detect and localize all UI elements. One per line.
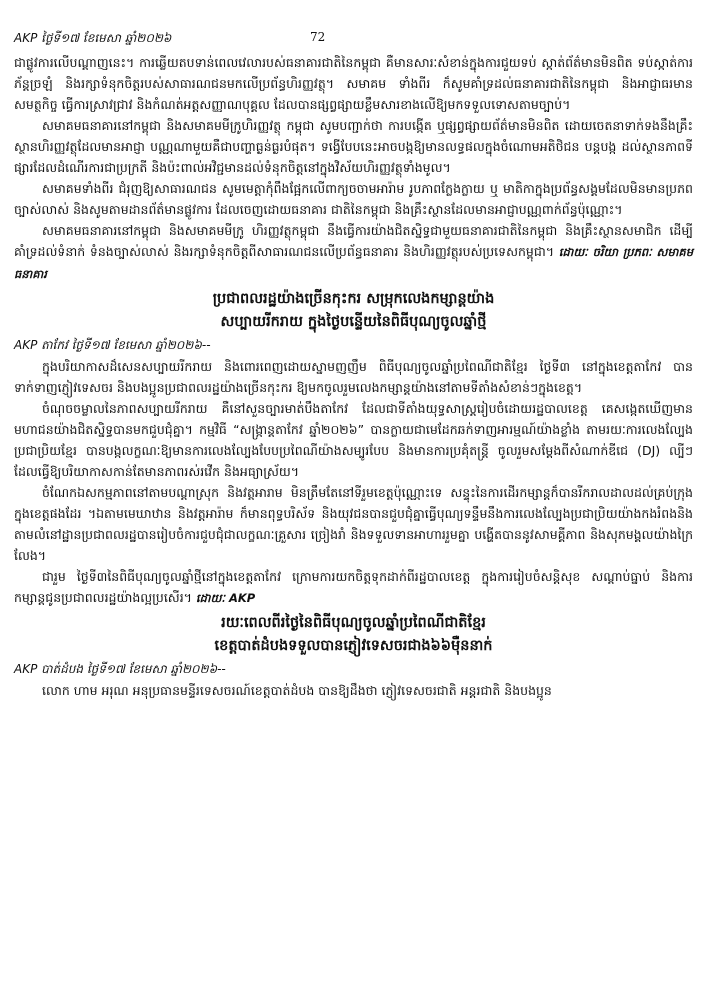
article1-paragraph-4-text: សមាគមធនាគារនៅកម្ពុជា និងសមាគមមីក្រូ ហិរញ្ញវត្ថុកម្ពុជា នឹងធ្វើការយ៉ាងជិតស្និទ្ធជាមួយធនាគារជាតិនៃកម្ពុជា និងគ្រឹះស្ថានសមាជិក ដើម្បីគាំទ្រដល់ទំនាក់ ទំនងច្បាស់លាស់ និងរក្សាទំនុកចិត្តពីសាធារណជនលើប្រព័ន្ធធនាគារ និងហិរញ្ញវត្ថុរបស់ប្រទេសកម្ពុជា។ [14,223,693,259]
article1-byline: ដោយៈ ចរិយា ប្រភពៈ សមាគមធនាគារ [14,245,693,281]
article2-headline-line-2: សប្បាយរីករាយ ក្នុងថ្ងៃបន្ទើយនៃពិធីបុណ្យចូលឆ្នាំថ្មី [220,314,487,330]
page-header [14,30,693,52]
article2-paragraph-1: ក្នុងបរិយាកាសដ៏សេនសប្បាយរីករាយ និងពោរពេញដោយស្នាមញញឹម ពិធីបុណ្យចូលឆ្នាំប្រពៃណីជាតិខ្មែរ ថ្ងៃទី៣ នៅក្នុងខេត្តតាកែវ បានទាក់ទាញភ្ញៀវទេសចរ និងបងប្អូនប្រជាពលរដ្ឋយ៉ាងច្រើនកុះករ ឱ្យមកចូលរួមលេងកម្សាន្ដយ៉ាងនៅតាមទីតាំងសំខាន់ៗក្នុងខេត្ត។ [14,359,693,395]
article2-paragraph-4 [14,566,693,609]
article2-headline [14,288,693,334]
article2-byline: ដោយៈ AKP [195,591,256,605]
article3-headline-line-1: រយៈពេលពីរថ្ងៃនៃពិធីបុណ្យចូលឆ្នាំប្រពៃណីជាតិខ្មែរ [221,615,486,631]
article2-paragraph-3: ចំណែកឯសកម្មភាពនៅតាមបណ្ដាស្រុក និងវត្តអារាម មិនត្រឹមតែនៅទីរួមខេត្តប៉ុណ្ណោះទេ សន្ទុះនៃការដើរកម្សាន្ដក៏បានរីករាលដាលដល់គ្រប់ក្រុងក្នុងខេត្តផងដែរ ។ឯតាមមេឃាឋាន និងវត្តអារ៉ាម ក៏មានពុទ្ធបរិស័ទ និងយុវជនបានជួបជុំគ្នាធ្វើបុណ្យទន្ទឹមនឹងការលេងល្បែងប្រជាប្រិយយ៉ាងកងរំពងនិងតាមលំនៅដ្ឋានប្រជាពលរដ្ឋបានរៀបចំការជួបជុំជាលក្ខណៈគ្រួសារ ច្រៀងរាំ និងទទួលទានអាហាររួមគ្នា បង្ហើតបាននូវសាមគ្គីភាព និងសុភមង្គលយ៉ាងក្រៃលែង។ [14,485,693,563]
article1-paragraph-3: សមាគមទាំងពីរ ជំរុញឱ្យសាធារណជន សូមមេត្តាកុំពឹងផ្អែកលើពាក្យចចាមអារ៉ាម រូបភាពក្លែងក្លាយ ឬ មាតិកាក្នុងប្រព័ន្ធសង្គមដែលមិនមានប្រភពច្បាស់លាស់ និងសូមតាមដានព័ត៌មានផ្លូវការ ដែលចេញដោយធនាគារ ជាតិនៃកម្ពុជា និងគ្រឹះស្ថានដែលមានអាជ្ញាបណ្ណពាក់ព័ន្ធប៉ុណ្ណោះ។ [14,181,693,217]
article1-paragraph-4 [14,220,693,285]
article3-dateline: AKP បាត់ដំបង ថ្ងៃទី១៧ ខែមេសា ឆ្នាំ២០២៦-- [14,662,226,676]
article2-paragraph-4-text: ជារួម ថ្ងៃទី៣នៃពិធីបុណ្យចូលឆ្នាំថ្មីនៅក្នុងខេត្តតាកែវ ក្រោមការយកចិត្តទុកដាក់ពីរដ្ឋបាលខេត្ត ក្នុងការរៀបចំសន្ដិសុខ សណ្ដាប់ធ្នាប់ និងការកម្សាន្ដជូនប្រជាពលរដ្ឋយ៉ាងល្អប្រសើរ។ [14,569,693,605]
article1-paragraph-1: ជាផ្លូវការលើបណ្ដាញនេះ។ ការឆ្លើយតបទាន់ពេលវេលារបស់ធនាគារជាតិនៃកម្ពុជា គឺមានសារៈសំខាន់ក្នុងការជួយទប់ ស្កាត់ព័ត៌មានមិនពិត ទប់ស្កាត់ការភ័ន្ដច្រឡំ និងរក្សាទំនុកចិត្តរបស់សាធារណជនមកលើប្រព័ន្ធហិរញ្ញវត្ថុ។ សមាគម ទាំងពីរ ក៏សូមគាំទ្រដល់ធនាគារជាតិនៃកម្ពុជា និងអាជ្ញាធរមានសមត្ថកិច្ច ធ្វើការស្រាវជ្រាវ និងកំណត់អត្តសញ្ញាណបុគ្គល ដែលបានផ្សព្វផ្សាយខ្លឹមសារខាងលើឱ្យមកទទួលទោសតាមច្បាប់។ [14,55,693,112]
article2-dateline: AKP តាកែវ ថ្ងៃទី១៧ ខែមេសា ឆ្នាំ២០២៦-- [14,338,211,352]
article3-headline-line-2: ខេត្តបាត់ដំបងទទួលបានភ្ញៀវទេសចរជាង៦៦ម៉ឺននាក់ [214,638,493,654]
page-number: 72 [310,30,326,44]
article3-paragraph-1: លោក ហាម អរុណ អនុប្រធានមន្ទីរទេសចរណ៍ខេត្តបាត់ដំបង បានឱ្យដឹងថា ភ្ញៀវទេសចរជាតិ អន្តរជាតិ និងបងប្អូន [42,683,552,698]
article3-headline [14,612,693,658]
header-date: AKP ថ្ងៃទី១៧ ខែមេសា ឆ្នាំ២០២៦ [14,31,172,45]
article2-headline-line-1: ប្រជាពលរដ្ឋយ៉ាងច្រើនកុះករ សម្រុកលេងកម្សាន្ដយ៉ាង [212,291,495,307]
article2-paragraph-2: ចំណុចចម្លាលនៃភាពសប្បាយរីករាយ គឺនៅសួនច្បារមាត់បឹងតាកែវ ដែលជាទីតាំងយុទ្ធសាស្ត្ររៀបចំដោយរដ្ឋបាលខេត្ត គេសង្កេតឃើញមានមហាជនយ៉ាងជិតស្និទ្ធបានមកជួបជុំគ្នា។ កម្មវិធី “សង្ក្រាន្តតាកែវ ឆ្នាំ២០២៦” បានក្លាយជាមេដែកឆក់ទាញអារម្មណ៍យ៉ាងខ្លាំង តាមរយៈការលេងល្បែងប្រជាប្រិយខ្មែរ បានបង្កលក្ខណៈឱ្យមានការលេងល្បែងបែបប្រពៃណីយ៉ាងសម្បូរបែប និងមានការប្រគុំតន្ត្រី ចូលរួមសម្ដែងពីសំណាក់ឌីជេ (DJ) ល្បីៗ ដែលធ្វើឱ្យបរិយាកាសកាន់តែមានភាពរស់រវើក និងអធ្យាស្រ័យ។ [14,401,693,479]
article1-paragraph-2: សមាគមធនាគារនៅកម្ពុជា និងសមាគមមីក្រូហិរញ្ញវត្ថុ កម្ពុជា សូមបញ្ជាក់ថា ការបង្កើត ឬផ្សព្វផ្សាយព័ត៌មានមិនពិត ដោយចេតនាទាក់ទងនឹងគ្រឹះស្ថានហិរញ្ញវត្ថុដែលមានអាជ្ញា បណ្ណណាមួយគឺជាបញ្ហាធ្ងន់ធ្ងរបំផុត។ ទង្វើបែបនេះអាចបង្កឱ្យមានលទ្ធផលក្នុងចំណោមអតិថិជន បន្តបង្ក ដល់ស្ថានភាពទីផ្សារដែលដំណើរការជាប្រក្រតី និងប៉ះពាល់អវិជ្ជមានដល់ទំនុកចិត្តនៅក្នុងវិស័យហិរញ្ញវត្ថុទាំងមូល។ [14,118,693,175]
